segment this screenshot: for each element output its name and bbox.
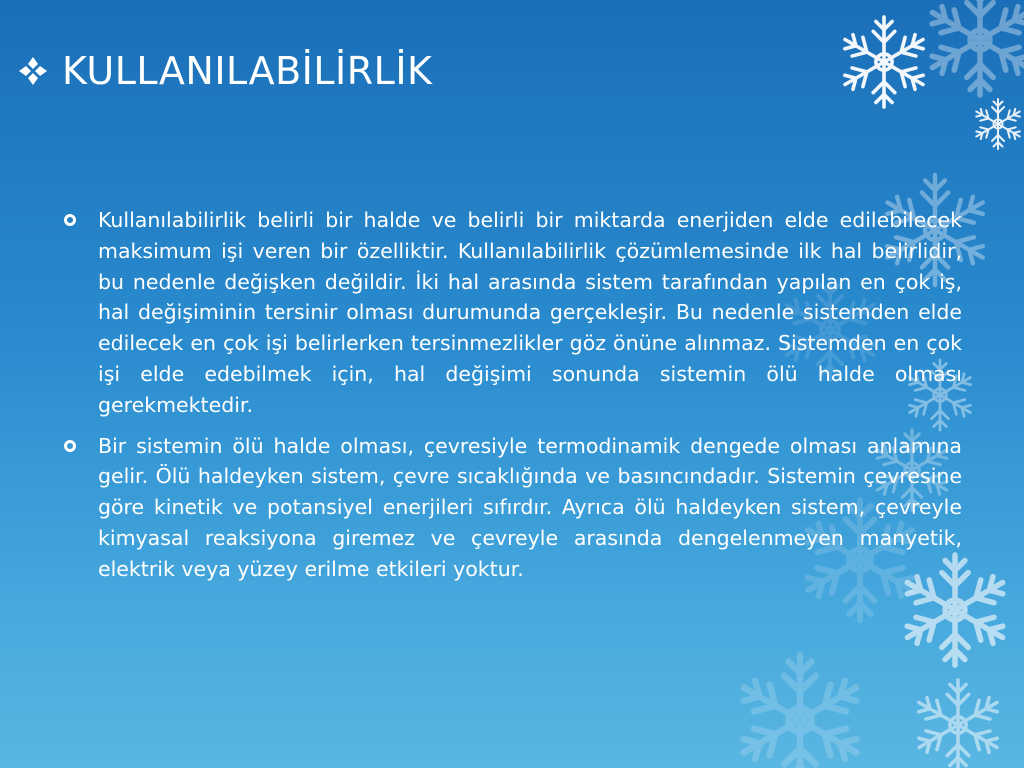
paragraph-text: Bir sistemin ölü halde olması, çevresiyle termodinamik dengede olması anlamına gelir. Ölü haldeyken sistem, çevre sıcaklığında ve basıncındadır. Sistemin çevresine göre kinetik ve potansiyel enerjileri sıfırdır. Ayrıca ölü haldeyken sistem, çevreyle kimyasal reaksiyona giremez ve çevreyle arasında dengelenmeyen manyetik, elektrik veya yüzey erilme etkileri yoktur. — [98, 433, 962, 581]
page-title: KULLANILABİLİRLİK — [62, 49, 433, 93]
snowflake-icon — [926, 0, 1024, 95]
title-row — [18, 49, 433, 93]
snowflake-icon — [840, 17, 929, 107]
slide-body — [64, 205, 962, 595]
ring-bullet-icon — [64, 440, 76, 452]
ring-bullet-icon — [64, 214, 76, 226]
snowflake-icon — [736, 655, 864, 768]
paragraph-text: Kullanılabilirlik belirli bir halde ve belirli bir miktarda enerjiden elde edilebilecek maksimum işi veren bir özelliktir. Kullanılabilirlik çözümlemesinde ilk hal belirlidir, bu nedenle değişken değildir. İki hal arasında sistem tarafından yapılan en çok iş, hal değişiminin tersinir olması durumunda gerçekleşir. Bu nedenle sistemden elde edilecek en çok işi belirlerken tersinmezlikler göz önüne alınmaz. Sistemden en çok işi elde edebilmek için, hal değişimi sonunda sistemin ölü halde olması gerekmektedir. — [98, 208, 962, 417]
list-item — [64, 431, 962, 585]
snowflake-icon — [914, 680, 1003, 768]
diamond-cluster-icon — [18, 56, 48, 86]
snowflake-icon — [973, 99, 1022, 149]
list-item — [64, 205, 962, 421]
